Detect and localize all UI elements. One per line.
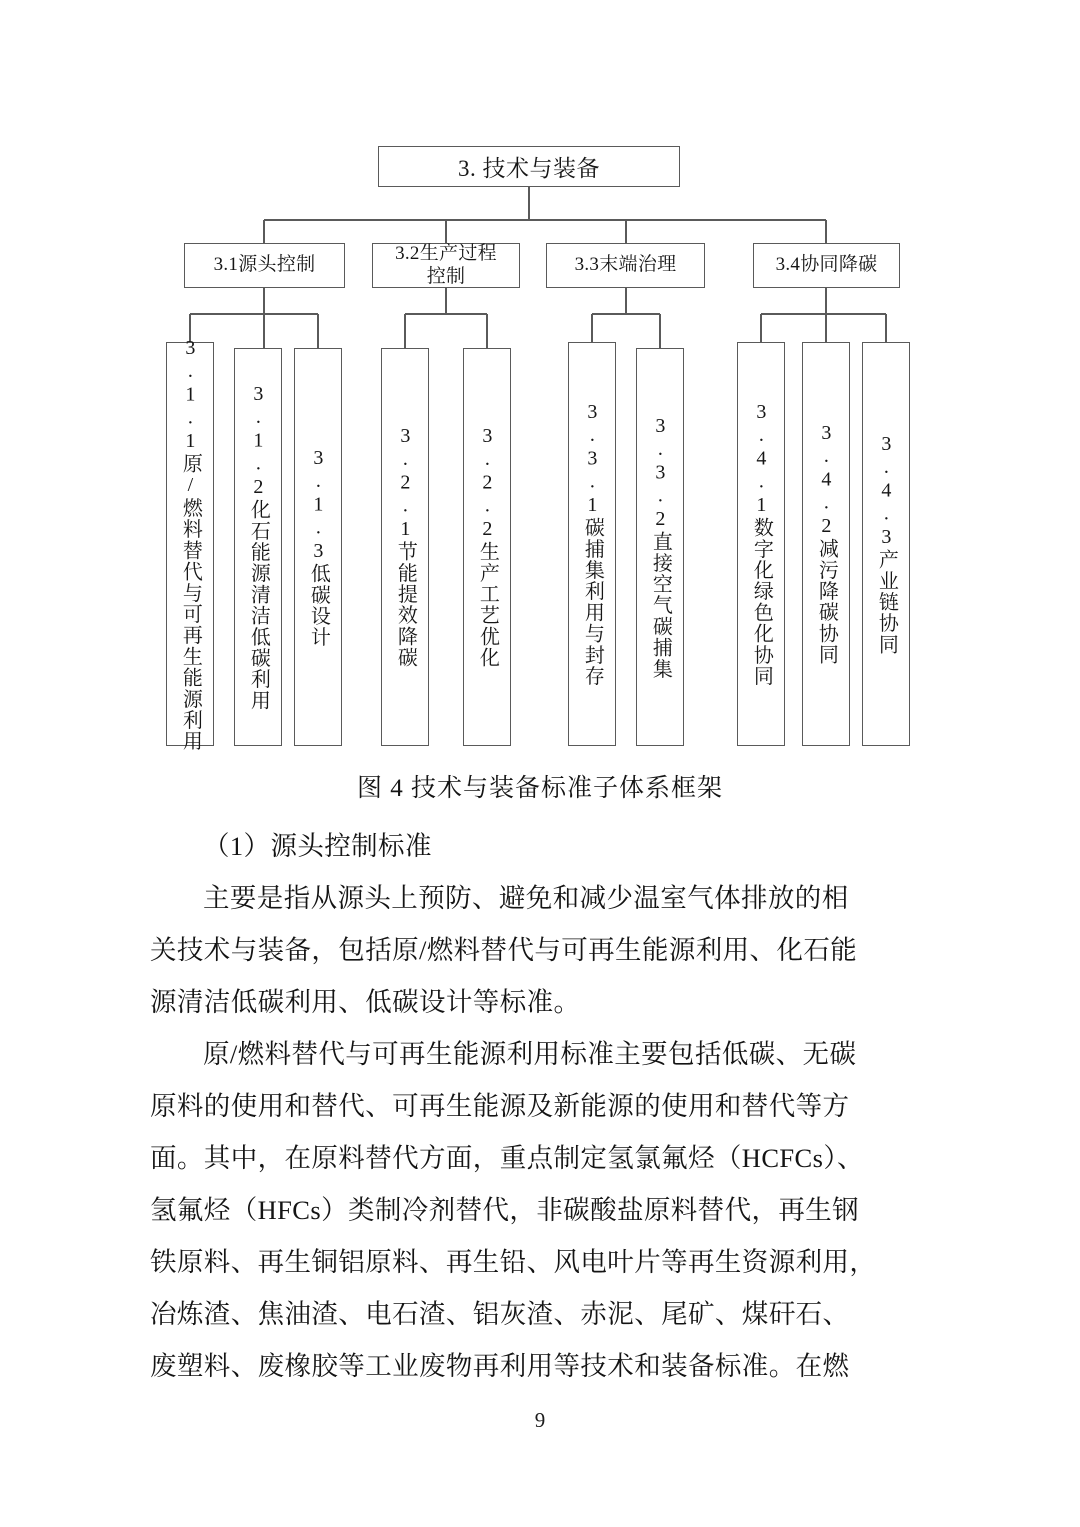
node-3-4-2-label: 3.4.2减污降碳协同 (815, 422, 838, 666)
node-3-1-3-label: 3.1.3低碳设计 (307, 446, 330, 648)
node-3-2-label-line1: 3.2生产过程 (395, 243, 497, 265)
section-heading (150, 820, 940, 872)
node-3-4-1-label: 3.4.1数字化绿色化协同 (750, 401, 773, 687)
paragraph-2-line-7: 废塑料、废橡胶等工业废物再利用等技术和装备标准。在燃 (150, 1351, 850, 1381)
node-3-2-2-production-process-optimization[interactable] (463, 348, 511, 746)
node-3-3-1-label: 3.3.1碳捕集利用与封存 (581, 401, 604, 687)
node-3-1-source-control[interactable] (184, 243, 345, 288)
node-3-1-2-fossil-energy-clean-low-carbon-use[interactable] (234, 348, 282, 746)
paragraph-1 (150, 872, 940, 1028)
paragraph-2-line-4: 氢氟烃（HFCs）类制冷剂替代，非碳酸盐原料替代，再生钢 (150, 1195, 860, 1225)
node-3-2-label-line2: 控制 (426, 265, 466, 287)
page-number: 9 (534, 1408, 546, 1432)
node-3-4-2-pollution-carbon-reduction-collaboration[interactable] (802, 342, 850, 746)
figure-caption: 图 4 技术与装备标准子体系框架 (356, 775, 723, 802)
node-3-3-1-carbon-capture-utilization-storage[interactable] (568, 342, 616, 746)
node-3-4-1-digital-green-collaboration[interactable] (737, 342, 785, 746)
node-3-1-label: 3.1源头控制 (213, 254, 316, 276)
node-3-1-1-label: 3.1.1原/燃料替代与可再生能源利用 (179, 336, 202, 752)
node-3-2-1-label: 3.2.1节能提效降碳 (394, 425, 417, 669)
node-3-1-3-low-carbon-design[interactable] (294, 348, 342, 746)
node-3-4-label: 3.4协同降碳 (775, 254, 878, 276)
node-root-technology-equipment[interactable] (378, 146, 680, 187)
paragraph-2-line-2: 原料的使用和替代、可再生能源及新能源的使用和替代等方 (150, 1091, 850, 1121)
paragraph-1-line-1: 主要是指从源头上预防、避免和减少温室气体排放的相 (203, 883, 849, 913)
paragraph-2-line-1: 原/燃料替代与可再生能源利用标准主要包括低碳、无碳 (203, 1039, 857, 1069)
node-3-2-1-energy-saving-efficiency-carbon-reduction[interactable] (381, 348, 429, 746)
node-3-4-3-label: 3.4.3产业链协同 (875, 433, 898, 655)
paragraph-1-line-3: 源清洁低碳利用、低碳设计等标准。 (150, 987, 581, 1017)
paragraph-2-line-5: 铁原料、再生铜铝原料、再生铅、风电叶片等再生资源利用， (150, 1247, 877, 1277)
node-3-3-2-label: 3.3.2直接空气碳捕集 (649, 414, 672, 680)
node-3-4-collaborative-carbon-reduction[interactable] (753, 243, 900, 288)
paragraph-2-line-6: 冶炼渣、焦油渣、电石渣、铝灰渣、赤泥、尾矿、煤矸石、 (150, 1299, 850, 1329)
paragraph-2-line-3: 面。其中，在原料替代方面，重点制定氢氯氟烃（HCFCs）、 (150, 1143, 864, 1173)
node-3-3-2-direct-air-carbon-capture[interactable] (636, 348, 684, 746)
node-3-3-label: 3.3末端治理 (574, 254, 677, 276)
paragraph-1-line-2: 关技术与装备，包括原/燃料替代与可再生能源利用、化石能 (150, 935, 858, 965)
node-root-label: 3. 技术与装备 (458, 156, 600, 181)
node-3-2-2-label: 3.2.2生产工艺优化 (476, 425, 499, 669)
body-text (150, 820, 940, 1392)
node-3-2-production-process-control[interactable] (372, 243, 520, 288)
paragraph-2 (150, 1028, 940, 1392)
node-3-4-3-industrial-chain-collaboration[interactable] (862, 342, 910, 746)
section-heading-text: （1）源头控制标准 (203, 831, 432, 861)
node-3-1-1-raw-fuel-substitution-renewable-energy[interactable] (166, 336, 214, 752)
node-3-1-2-label: 3.1.2化石能源清洁低碳利用 (247, 383, 270, 711)
node-3-3-end-treatment[interactable] (546, 243, 705, 288)
